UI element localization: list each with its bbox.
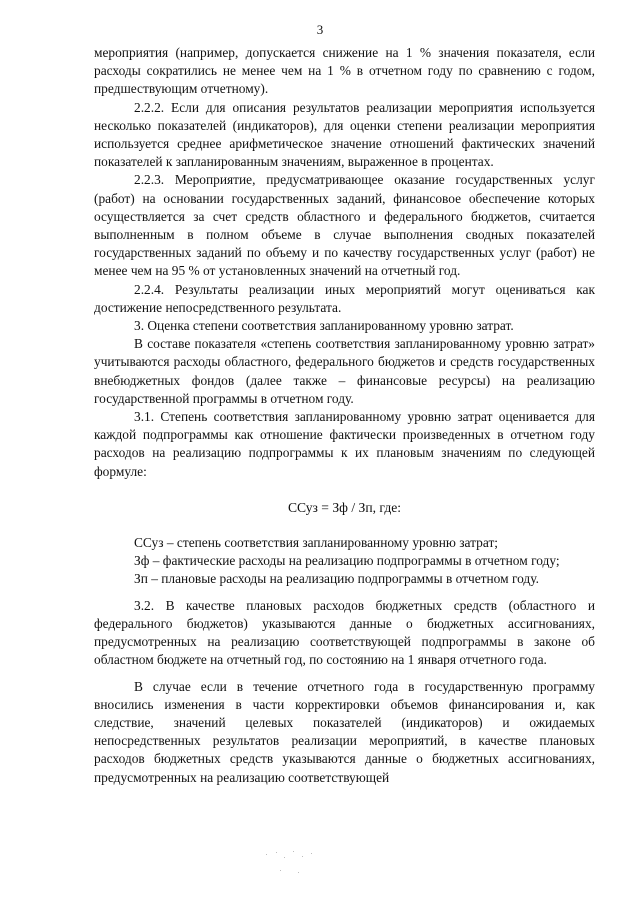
scan-artifact — [262, 848, 322, 878]
paragraph-2-2-2: 2.2.2. Если для описания результатов реализации мероприятия используется несколько показателей (индикаторов), для оценки степени реализации мероприятия используется среднее арифметическое значение отношений фактических значений показателей к запланированным значениям, выраженное в процентах. — [94, 99, 595, 170]
definition-ssuz: ССуз – степень соответствия запланированному уровню затрат; — [134, 535, 499, 551]
paragraph-2-2-4: 2.2.4. Результаты реализации иных мероприятий могут оцениваться как достижение непосредственного результата. — [94, 281, 595, 315]
formula: ССуз = Зф / Зп, где: — [287, 499, 402, 515]
section-heading-3: 3. Оценка степени соответствия запланированному уровню затрат. — [134, 318, 514, 334]
paragraph-cost-composition: В составе показателя «степень соответствия запланированному уровню затрат» учитываются расходы областного, федерального бюджетов и средств государственных внебюджетных фондов (далее также – финансовые ресурсы) на реализацию государственной программы в отчетном году. — [94, 336, 595, 406]
paragraph-program-changes: В случае если в течение отчетного года в государственную программу вносились изменения в части корректировки объемов финансирования и, как следствие, значений целевых показателей (индикаторов) и ожидаемых непосредственных результатов реализации мероприятий, в качестве плановых расходов бюджетных средств указываются данные о бюджетных ассигнованиях, предусмотренных на реализацию соответствующей — [94, 678, 595, 785]
paragraph-continuation: мероприятия (например, допускается снижение на 1 % значения показателя, если расходы сократились не менее чем на 1 % в отчетном году по сравнению с годом, предшествующим отчетному). — [94, 45, 595, 97]
paragraph-3-1: 3.1. Степень соответствия запланированному уровню затрат оценивается для каждой подпрограммы как отношение фактически произведенных в отчетном году расходов на реализацию подпрограммы к их плановым значениям по следующей формуле: — [94, 409, 595, 479]
page-number: 3 — [316, 22, 324, 37]
definition-zf: Зф – фактические расходы на реализацию подпрограммы в отчетном году; — [134, 553, 560, 569]
paragraph-3-2: 3.2. В качестве плановых расходов бюджетных средств (областного и федерального бюджетов) указываются данные о бюджетных ассигнованиях, предусмотренных на реализацию соответствующей подпрограммы в законе об областном бюджете на отчетный год, по состоянию на 1 января отчетного года. — [94, 597, 595, 668]
paragraph-2-2-3: 2.2.3. Мероприятие, предусматривающее оказание государственных услуг (работ) на основании государственных заданий, финансовое обеспечение которых осуществляется за счет средств областного и федерального бюджетов, считается выполненным в полном объеме в случае выполнения сводных показателей государственных заданий по объему и по качеству государственных услуг (работ) не менее чем на 95 % от установленных значений на отчетный год. — [94, 172, 595, 279]
definition-zp: Зп – плановые расходы на реализацию подпрограммы в отчетном году. — [134, 571, 539, 587]
document-body — [94, 44, 595, 787]
